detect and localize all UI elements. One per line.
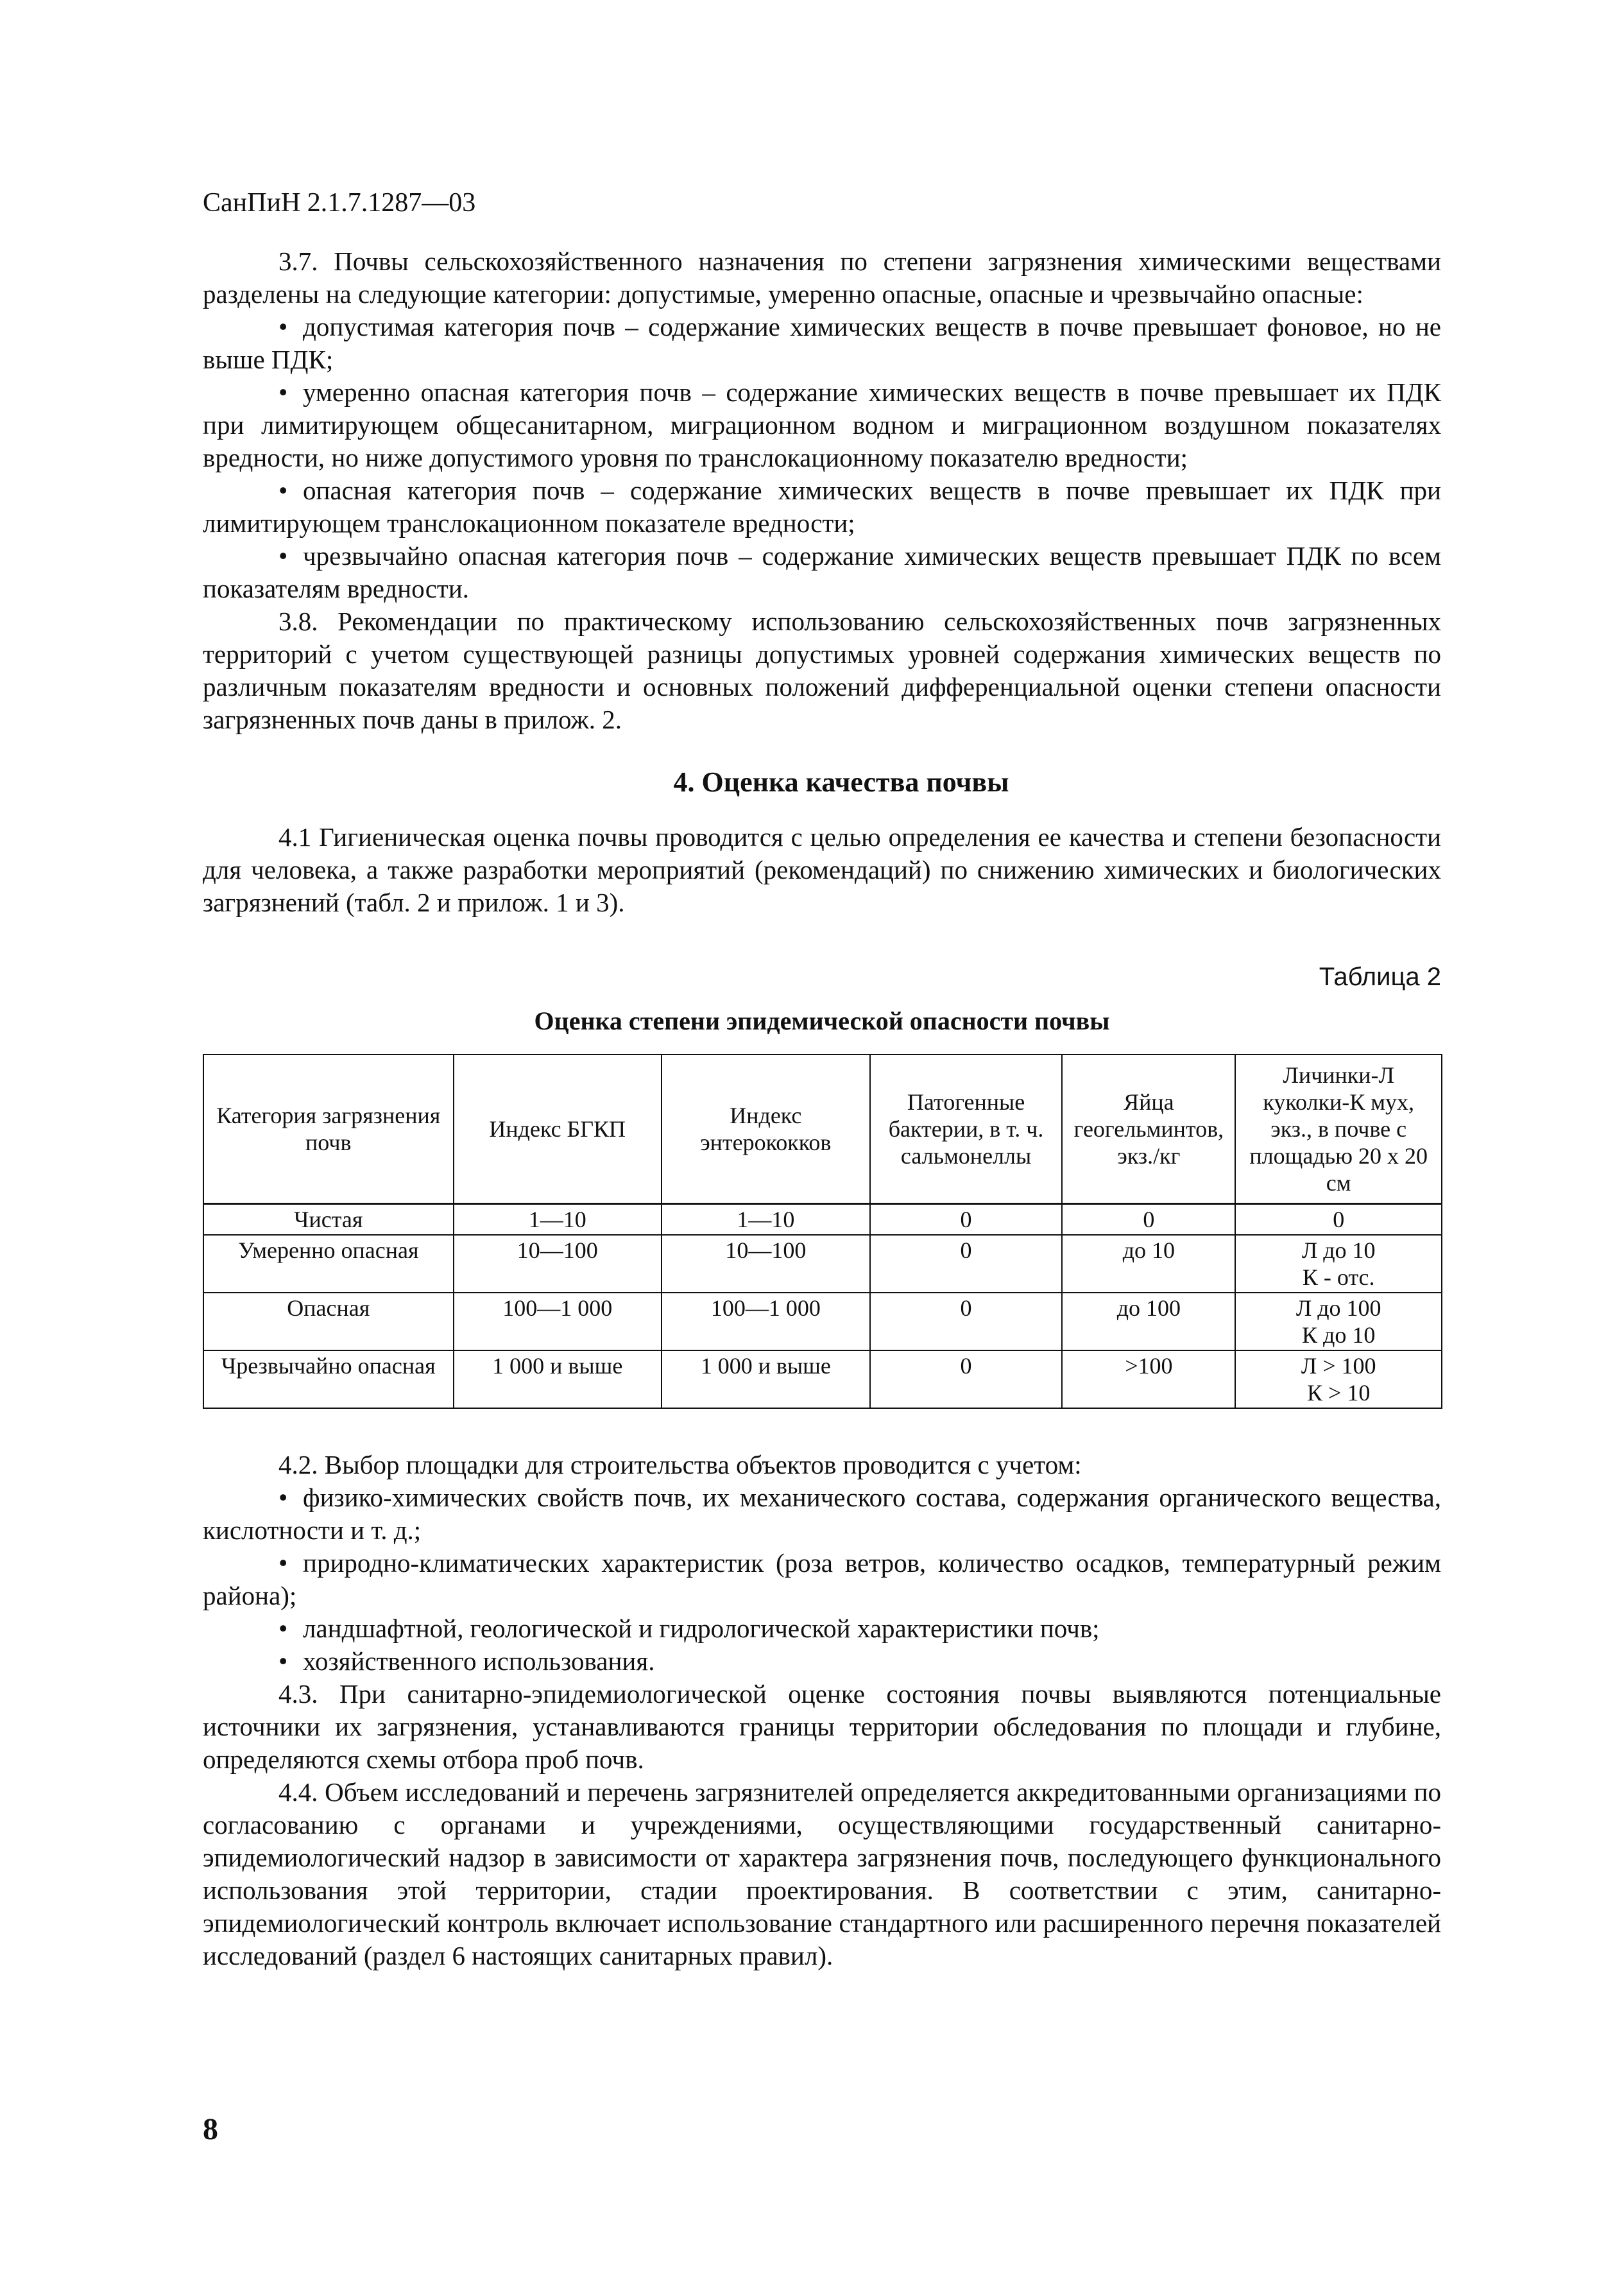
table-cell: Л до 10 К - отс. — [1235, 1235, 1442, 1293]
paragraph-4-1: 4.1 Гигиеническая оценка почвы проводится с целью определения ее качества и степени безопасности для человека, а также разработки мероприятий (рекомендаций) по снижению химических и биологических загрязнений (табл. 2 и прилож. 1 и 3). — [203, 822, 1441, 917]
paragraph-4-2: 4.2. Выбор площадки для строительства объектов проводится с учетом: — [278, 1450, 1082, 1479]
paragraph-4-4: 4.4. Объем исследований и перечень загрязнителей определяется аккредитованными организациями по согласованию с органами и учреждениями, осуществляющими государственный санитарно-эпидемиологический надзор в зависимости от характера загрязнения почв, последующего функционального использования этой территории, стадии проектирования. В соответствии с этим, санитарно-эпидемиологический контроль включает использование стандартного или расширенного перечня показателей исследований (раздел 6 настоящих санитарных правил). — [203, 1777, 1441, 1970]
table-cell: 1—10 — [662, 1204, 870, 1236]
table-cell: Л > 100 К > 10 — [1235, 1350, 1442, 1408]
table-label: Таблица 2 — [1319, 963, 1441, 991]
column-header: Яйца геогельминтов, экз./кг — [1062, 1055, 1235, 1204]
table-cell: 100—1 000 — [454, 1293, 662, 1350]
site-criteria-item: • физико-химических свойств почв, их механического состава, содержания органического вещества, кислотности и т. д.; — [203, 1483, 1441, 1545]
table-cell: Умеренно опасная — [203, 1235, 454, 1293]
paragraph-4-3: 4.3. При санитарно-эпидемиологической оценке состояния почвы выявляются потенциальные источники их загрязнения, устанавливаются границы территории обследования по площади и глубине, определяются схемы отбора проб почв. — [203, 1679, 1441, 1774]
document-page — [203, 186, 1441, 1972]
column-header: Индекс БГКП — [454, 1055, 662, 1204]
table-cell: 1 000 и выше — [454, 1350, 662, 1408]
site-criteria-item: • природно-климатических характеристик (роза ветров, количество осадков, температурный режим района); — [203, 1548, 1441, 1610]
column-header: Личинки-Л куколки-К мух, экз., в почве с площадью 20 х 20 см — [1235, 1055, 1442, 1204]
table-cell: до 10 — [1062, 1235, 1235, 1293]
table-cell: 100—1 000 — [662, 1293, 870, 1350]
table-cell: Опасная — [203, 1293, 454, 1350]
category-item: • допустимая категория почв – содержание химических веществ в почве превышает фоновое, но не выше ПДК; — [203, 312, 1441, 374]
bullet-icon: • — [278, 1646, 288, 1676]
table-cell: 10—100 — [662, 1235, 870, 1293]
category-item: • умеренно опасная категория почв – содержание химических веществ в почве превышает их ПДК при лимитирующем общесанитарном, миграционном водном и миграционном воздушном показателях вредности, но ниже допустимого уровня по транслокационному показателю вредности; — [203, 377, 1441, 472]
bullet-icon: • — [278, 377, 288, 407]
bullet-icon: • — [278, 1548, 288, 1578]
table-row — [203, 1293, 1442, 1350]
document-header: СанПиН 2.1.7.1287—03 — [203, 188, 476, 218]
table-header-row — [203, 1055, 1442, 1204]
bullet-icon: • — [278, 476, 288, 505]
page-number: 8 — [203, 2112, 218, 2146]
table-cell: 0 — [1235, 1204, 1442, 1236]
bullet-icon: • — [278, 1614, 288, 1643]
category-item: • чрезвычайно опасная категория почв – содержание химических веществ превышает ПДК по всем показателям вредности. — [203, 541, 1441, 603]
bullet-icon: • — [278, 312, 288, 341]
table-caption: Оценка степени эпидемической опасности почвы — [534, 1006, 1110, 1035]
table-cell: 1 000 и выше — [662, 1350, 870, 1408]
table-cell: 10—100 — [454, 1235, 662, 1293]
paragraph-3-8: 3.8. Рекомендации по практическому использованию сельскохозяйственных почв загрязненных территорий с учетом существующей разницы допустимых уровней содержания химических веществ по различным показателям вредности и основных положений дифференциальной оценки степени опасности загрязненных почв даны в прилож. 2. — [203, 607, 1441, 734]
table-row — [203, 1350, 1442, 1408]
table-cell: >100 — [1062, 1350, 1235, 1408]
table-cell: Чистая — [203, 1204, 454, 1236]
paragraph-3-7: 3.7. Почвы сельскохозяйственного назначения по степени загрязнения химическими веществами разделены на следующие категории: допустимые, умеренно опасные, опасные и чрезвычайно опасные: — [203, 246, 1441, 309]
table-cell: до 100 — [1062, 1293, 1235, 1350]
table-cell: 1—10 — [454, 1204, 662, 1236]
category-item: • опасная категория почв – содержание химических веществ в почве превышает их ПДК при лимитирующем транслокационном показателе вредности; — [203, 476, 1441, 538]
column-header: Индекс энтерококков — [662, 1055, 870, 1204]
table-row — [203, 1235, 1442, 1293]
table-cell: Л до 100 К до 10 — [1235, 1293, 1442, 1350]
site-criteria-item: • хозяйственного использования. — [203, 1645, 1441, 1678]
table-row — [203, 1204, 1442, 1236]
table-cell: 0 — [870, 1350, 1063, 1408]
column-header: Патогенные бактерии, в т. ч. сальмонеллы — [870, 1055, 1063, 1204]
table-cell: 0 — [870, 1204, 1063, 1236]
epidemic-hazard-table — [203, 1054, 1442, 1409]
site-criteria-item: • ландшафтной, геологической и гидрологической характеристики почв; — [203, 1612, 1441, 1645]
bullet-icon: • — [278, 1483, 288, 1512]
table-cell: Чрезвычайно опасная — [203, 1350, 454, 1408]
table-cell: 0 — [1062, 1204, 1235, 1236]
column-header: Категория загрязнения почв — [203, 1055, 454, 1204]
bullet-icon: • — [278, 541, 288, 571]
section-title: 4. Оценка качества почвы — [673, 766, 1009, 798]
table-cell: 0 — [870, 1235, 1063, 1293]
table-cell: 0 — [870, 1293, 1063, 1350]
